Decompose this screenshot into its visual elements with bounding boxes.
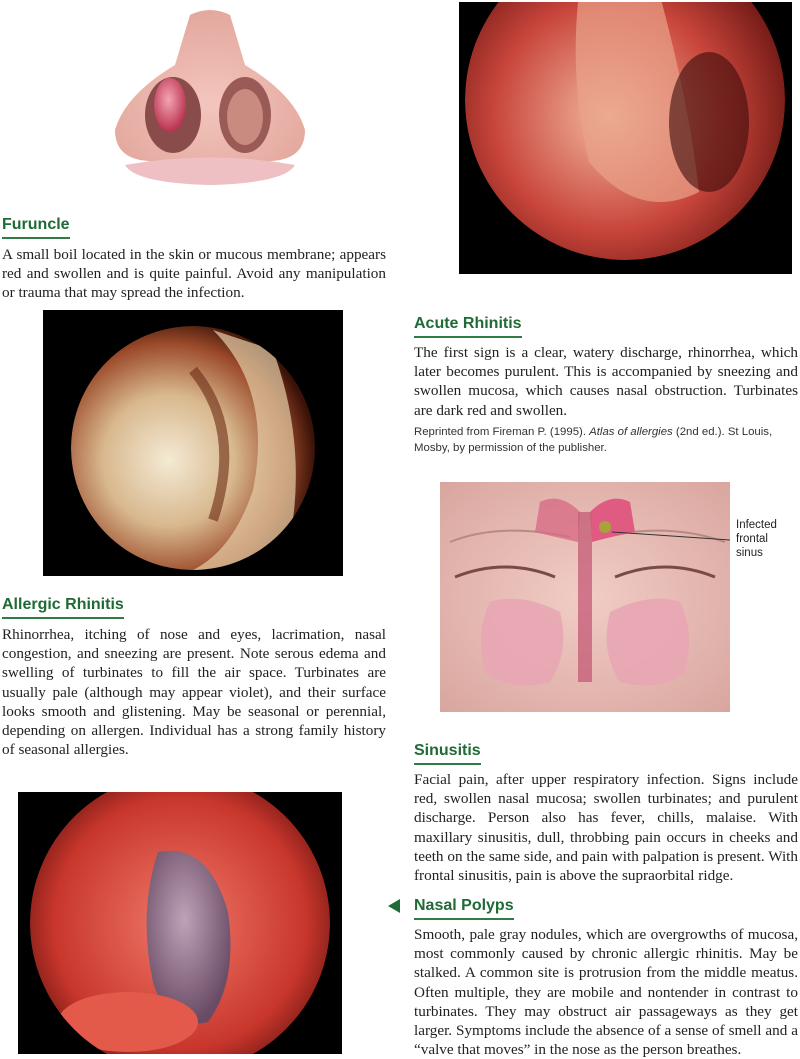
furuncle-illustration bbox=[95, 5, 325, 190]
sinusitis-heading-wrap bbox=[414, 742, 481, 765]
infected-frontal-sinus-label: Infected frontal sinus bbox=[736, 519, 777, 559]
furuncle-heading-wrap bbox=[2, 216, 70, 239]
credit-prefix: Reprinted from Fireman P. (1995). bbox=[414, 426, 590, 438]
furuncle-text: A small boil located in the skin or mucous membrane; appears red and swollen and is quite painful. Avoid any manipulation or trauma that may spread the infection. bbox=[2, 246, 386, 302]
acute-rhinitis-heading-wrap bbox=[414, 315, 522, 338]
sinusitis-text: Facial pain, after upper respiratory infection. Signs include red, swollen nasal mucosa; swollen turbinates; and purulent discharge. Person also has fever, chills, malaise. With maxillary sinusitis, dull, throbbing pain occurs in cheeks and teeth on the same side, and pain with palpation is present. With frontal sinusitis, pain is above the supraorbital ridge. bbox=[414, 771, 798, 885]
allergic-rhinitis-text: Rhinorrhea, itching of nose and eyes, lacrimation, nasal congestion, and sneezing are present. Note serous edema and swelling of turbinates to fill the air space. Turbinates are usually pale (although may appear violet), and their surface looks smooth and glistening. May be seasonal or perennial, depending on allergen. Individual has a strong family history of seasonal allergies. bbox=[2, 626, 386, 759]
allergic-rhinitis-heading-wrap bbox=[2, 596, 124, 619]
acute-rhinitis-photo bbox=[459, 2, 792, 274]
acute-rhinitis-text: The first sign is a clear, watery discharge, rhinorrhea, which later becomes purulent. This is accompanied by sneezing and swollen mucosa, which causes nasal obstruction. Turbinates are dark red and swollen. bbox=[414, 344, 798, 419]
credit-suffix: (2nd ed.). St Louis, Mosby, by permission of the publisher. bbox=[414, 426, 773, 454]
furuncle-heading: Furuncle bbox=[2, 216, 70, 239]
acute-rhinitis-heading: Acute Rhinitis bbox=[414, 315, 522, 338]
nasal-polyps-heading-wrap bbox=[414, 897, 514, 920]
allergic-rhinitis-heading: Allergic Rhinitis bbox=[2, 596, 124, 619]
nasal-polyps-text: Smooth, pale gray nodules, which are overgrowths of mucosa, most commonly caused by chronic allergic rhinitis. May be stalked. A common site is protrusion from the middle meatus. Often multiple, they are mobile and nontender in contrast to turbinates. They may obstruct air passageways as they get larger. Symptoms include the absence of a sense of smell and a “valve that moves” in the nose as the person breathes. bbox=[414, 926, 798, 1059]
sinusitis-heading: Sinusitis bbox=[414, 742, 481, 765]
nasal-polyps-heading: Nasal Polyps bbox=[414, 897, 514, 920]
nasal-polyps-photo bbox=[18, 792, 342, 1054]
acute-rhinitis-credit bbox=[414, 424, 798, 456]
sinusitis-illustration bbox=[440, 482, 730, 712]
credit-title: Atlas of allergies bbox=[589, 426, 673, 438]
pointer-arrow-icon bbox=[388, 899, 400, 913]
allergic-rhinitis-photo bbox=[43, 310, 343, 576]
